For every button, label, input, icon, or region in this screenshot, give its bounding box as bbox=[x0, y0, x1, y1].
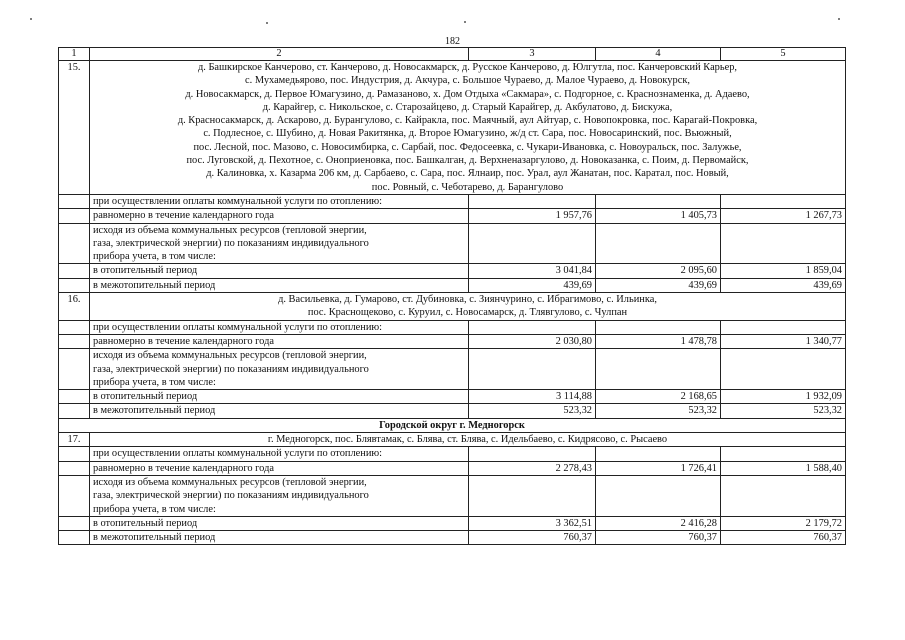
table-row bbox=[59, 209, 846, 223]
settlement-line: пос. Лесной, пос. Мазово, с. Новосимбирка, с. Сарбай, пос. Федосеевка, с. Чукари-Ивановка, с. Новоуральск, пос. Залужье, bbox=[193, 141, 742, 153]
scan-speck bbox=[838, 18, 840, 20]
settlement-line: пос. Луговской, д. Пехотное, с. Оноприеновка, пос. Башкалган, д. Верхненазаргулово, д. Новоказанка, с. Поим, д. Первомайск, bbox=[186, 155, 749, 167]
empty-cell bbox=[59, 390, 90, 404]
tariff-table bbox=[58, 47, 846, 545]
table-body bbox=[59, 61, 846, 545]
section-row bbox=[59, 418, 846, 432]
column-header: 1 bbox=[59, 48, 90, 61]
settlement-line: д. Башкирское Канчерово, ст. Канчерово, д. Новосакмарск, д. Русское Канчерово, д. Юлгутла, пос. Канчеровский Карьер, bbox=[197, 62, 738, 73]
value-col-3: 3 362,51 bbox=[469, 516, 596, 530]
empty-cell bbox=[59, 320, 90, 334]
row-label-line: газа, электрической энергии) по показаниям индивидуального bbox=[93, 237, 369, 249]
value-col-4: 2 416,28 bbox=[596, 516, 721, 530]
row-label-line: в отопительный период bbox=[93, 265, 198, 277]
settlement-line: д. Карайгер, с. Никольское, с. Старозайцево, д. Старый Карайгер, д. Акбулатово, д. Бискужа, bbox=[262, 101, 673, 113]
row-label bbox=[90, 390, 469, 404]
empty-cell bbox=[59, 334, 90, 348]
table-row bbox=[59, 475, 846, 516]
row-label bbox=[90, 194, 469, 208]
table-row bbox=[59, 278, 846, 292]
table-row bbox=[59, 223, 846, 264]
value-col-3: 1 957,76 bbox=[469, 209, 596, 223]
row-label-line: равномерно в течение календарного года bbox=[93, 462, 274, 474]
value-col-3 bbox=[469, 447, 596, 461]
settlement-line: с. Мухамедьярово, пос. Индустрия, д. Акчура, с. Большое Чураево, д. Малое Чураево, д. Новокурск, bbox=[245, 75, 690, 87]
row-label bbox=[90, 264, 469, 278]
row-label-line: газа, электрической энергии) по показаниям индивидуального bbox=[93, 363, 369, 375]
row-label bbox=[90, 516, 469, 530]
table-row bbox=[59, 390, 846, 404]
row-label-line: в межотопительный период bbox=[93, 405, 216, 417]
table-row bbox=[59, 531, 846, 545]
row-label-line: в межотопительный период bbox=[93, 532, 216, 544]
row-label-line: равномерно в течение календарного года bbox=[93, 335, 274, 347]
row-label-line: прибора учета, в том числе: bbox=[93, 503, 216, 515]
value-col-5: 523,32 bbox=[721, 404, 846, 418]
value-col-3: 523,32 bbox=[469, 404, 596, 418]
empty-cell bbox=[59, 404, 90, 418]
value-col-3: 2 278,43 bbox=[469, 461, 596, 475]
settlement-row bbox=[59, 293, 846, 321]
value-col-4: 439,69 bbox=[596, 278, 721, 292]
value-col-5: 1 588,40 bbox=[721, 461, 846, 475]
value-col-3 bbox=[469, 475, 596, 516]
value-col-5 bbox=[721, 447, 846, 461]
table-row bbox=[59, 334, 846, 348]
row-label bbox=[90, 475, 469, 516]
settlement-list bbox=[90, 61, 846, 195]
empty-cell bbox=[59, 516, 90, 530]
empty-cell bbox=[59, 349, 90, 390]
settlement-line: пос. Краснощеково, с. Куруил, с. Новосамарск, д. Тлявгулово, с. Чулпан bbox=[307, 307, 628, 319]
settlement-line: д. Новосакмарск, д. Первое Юмагузино, д. Рамазаново, х. Дом Отдыха «Сакмара», с. Подгорное, с. Краснознаменка, д. Адаево, bbox=[185, 88, 750, 100]
section-title: Городской округ г. Медногорск bbox=[59, 418, 846, 432]
value-col-3: 760,37 bbox=[469, 531, 596, 545]
value-col-4 bbox=[596, 194, 721, 208]
row-label bbox=[90, 404, 469, 418]
row-label-line: газа, электрической энергии) по показаниям индивидуального bbox=[93, 490, 369, 502]
value-col-3 bbox=[469, 194, 596, 208]
settlement-row bbox=[59, 433, 846, 447]
value-col-4: 760,37 bbox=[596, 531, 721, 545]
value-col-4: 2 168,65 bbox=[596, 390, 721, 404]
column-header: 4 bbox=[596, 48, 721, 61]
value-col-5: 439,69 bbox=[721, 278, 846, 292]
row-label-line: исходя из объема коммунальных ресурсов (тепловой энергии, bbox=[93, 224, 367, 236]
value-col-3 bbox=[469, 349, 596, 390]
empty-cell bbox=[59, 475, 90, 516]
row-label-line: в отопительный период bbox=[93, 391, 198, 403]
settlement-line: д. Калиновка, х. Казарма 206 км, д. Сарбаево, с. Сара, пос. Ялнаир, пос. Урал, аул Жанатан, пос. Каратал, пос. Новый, bbox=[206, 168, 729, 180]
empty-cell bbox=[59, 531, 90, 545]
settlement-row bbox=[59, 61, 846, 195]
empty-cell bbox=[59, 447, 90, 461]
table-row bbox=[59, 320, 846, 334]
entry-number: 16. bbox=[59, 293, 90, 321]
row-label bbox=[90, 320, 469, 334]
row-label bbox=[90, 334, 469, 348]
row-label-line: прибора учета, в том числе: bbox=[93, 251, 216, 263]
table-row bbox=[59, 264, 846, 278]
value-col-4: 1 478,78 bbox=[596, 334, 721, 348]
value-col-3 bbox=[469, 320, 596, 334]
value-col-5 bbox=[721, 194, 846, 208]
value-col-5: 1 267,73 bbox=[721, 209, 846, 223]
value-col-4: 1 405,73 bbox=[596, 209, 721, 223]
settlement-list bbox=[90, 433, 846, 447]
row-label bbox=[90, 531, 469, 545]
value-col-4: 1 726,41 bbox=[596, 461, 721, 475]
scan-speck bbox=[464, 21, 466, 23]
value-col-5 bbox=[721, 475, 846, 516]
row-label-line: при осуществлении оплаты коммунальной услуги по отоплению: bbox=[93, 321, 383, 333]
value-col-3: 3 041,84 bbox=[469, 264, 596, 278]
row-label-line: в межотопительный период bbox=[93, 279, 216, 291]
row-label-line: в отопительный период bbox=[93, 517, 198, 529]
empty-cell bbox=[59, 278, 90, 292]
settlement-list bbox=[90, 293, 846, 321]
value-col-4: 2 095,60 bbox=[596, 264, 721, 278]
value-col-5: 2 179,72 bbox=[721, 516, 846, 530]
row-label bbox=[90, 223, 469, 264]
settlement-line: г. Медногорск, пос. Блявтамак, с. Блява, ст. Блява, с. Идельбаево, с. Кидрясово, с. Рысаево bbox=[267, 434, 668, 446]
value-col-4 bbox=[596, 223, 721, 264]
row-label bbox=[90, 447, 469, 461]
row-label-line: при осуществлении оплаты коммунальной услуги по отоплению: bbox=[93, 195, 383, 207]
column-header: 2 bbox=[90, 48, 469, 61]
settlement-line: с. Подлесное, с. Шубино, д. Новая Ракитянка, д. Второе Юмагузино, ж/д ст. Сара, пос. Новосаринский, пос. Вьюжный, bbox=[203, 128, 732, 140]
value-col-3: 2 030,80 bbox=[469, 334, 596, 348]
value-col-5 bbox=[721, 223, 846, 264]
row-label bbox=[90, 349, 469, 390]
value-col-5 bbox=[721, 349, 846, 390]
value-col-5 bbox=[721, 320, 846, 334]
page-number: 182 bbox=[445, 36, 460, 47]
table-row bbox=[59, 349, 846, 390]
table-row bbox=[59, 516, 846, 530]
column-header: 3 bbox=[469, 48, 596, 61]
value-col-4 bbox=[596, 349, 721, 390]
column-header-row bbox=[59, 48, 846, 61]
settlement-line: д. Красносакмарск, д. Аскарово, д. Бурангулово, с. Кайракла, пос. Маячный, аул Айтуар, с. Новопокровка, пос. Карагай-Покровка, bbox=[177, 115, 758, 127]
table-row bbox=[59, 447, 846, 461]
row-label-line: исходя из объема коммунальных ресурсов (тепловой энергии, bbox=[93, 350, 367, 362]
value-col-4 bbox=[596, 447, 721, 461]
value-col-3: 3 114,88 bbox=[469, 390, 596, 404]
entry-number: 15. bbox=[59, 61, 90, 195]
settlement-line: д. Васильевка, д. Гумарово, ст. Дубиновка, с. Зиянчурино, с. Ибрагимово, с. Ильинка, bbox=[278, 294, 657, 306]
scan-speck bbox=[266, 22, 268, 24]
empty-cell bbox=[59, 209, 90, 223]
row-label-line: исходя из объема коммунальных ресурсов (тепловой энергии, bbox=[93, 476, 367, 488]
empty-cell bbox=[59, 461, 90, 475]
value-col-3 bbox=[469, 223, 596, 264]
table-row bbox=[59, 404, 846, 418]
empty-cell bbox=[59, 264, 90, 278]
row-label bbox=[90, 278, 469, 292]
value-col-4 bbox=[596, 320, 721, 334]
value-col-5: 1 932,09 bbox=[721, 390, 846, 404]
value-col-5: 1 859,04 bbox=[721, 264, 846, 278]
entry-number: 17. bbox=[59, 433, 90, 447]
value-col-5: 1 340,77 bbox=[721, 334, 846, 348]
value-col-4: 523,32 bbox=[596, 404, 721, 418]
row-label bbox=[90, 461, 469, 475]
scan-speck bbox=[30, 18, 32, 20]
value-col-4 bbox=[596, 475, 721, 516]
column-header: 5 bbox=[721, 48, 846, 61]
row-label-line: при осуществлении оплаты коммунальной услуги по отоплению: bbox=[93, 448, 383, 460]
empty-cell bbox=[59, 194, 90, 208]
row-label bbox=[90, 209, 469, 223]
settlement-line: пос. Ровный, с. Чеботарево, д. Барангулово bbox=[371, 181, 564, 193]
table-row bbox=[59, 194, 846, 208]
row-label-line: прибора учета, в том числе: bbox=[93, 376, 216, 388]
empty-cell bbox=[59, 223, 90, 264]
table-row bbox=[59, 461, 846, 475]
row-label-line: равномерно в течение календарного года bbox=[93, 210, 274, 222]
value-col-5: 760,37 bbox=[721, 531, 846, 545]
value-col-3: 439,69 bbox=[469, 278, 596, 292]
